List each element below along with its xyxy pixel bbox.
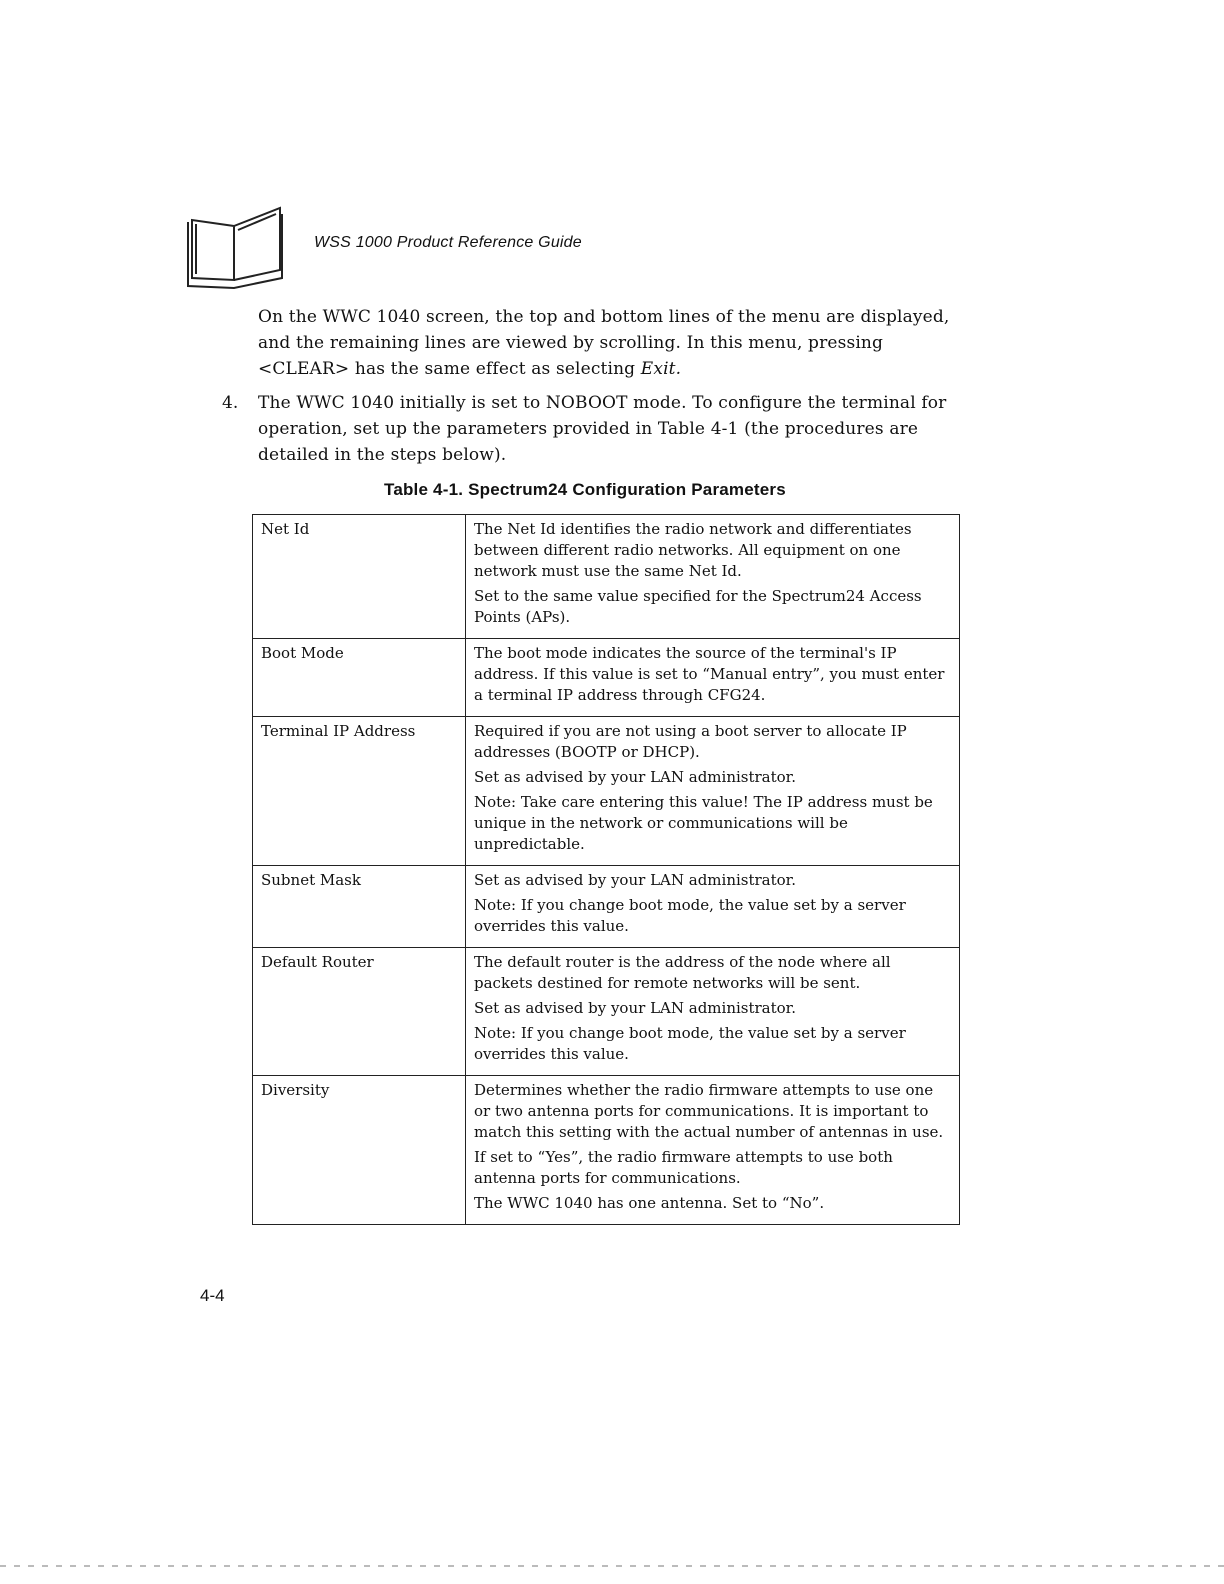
description-paragraph: The WWC 1040 has one antenna. Set to “No”. xyxy=(474,1194,825,1212)
description-paragraph: Note: If you change boot mode, the value set by a server overrides this value. xyxy=(474,1024,906,1063)
parameter-name: Boot Mode xyxy=(253,639,466,717)
description-paragraph: If set to “Yes”, the radio firmware attempts to use both antenna ports for communications. xyxy=(474,1148,893,1187)
parameter-name: Default Router xyxy=(253,948,466,1076)
step-text: The WWC 1040 initially is set to NOBOOT mode. To configure the terminal for operation, set up the parameters provided in Table 4-1 (the procedures are detailed in the steps below). xyxy=(258,393,947,465)
table-row xyxy=(253,639,960,717)
description-paragraph: Required if you are not using a boot server to allocate IP addresses (BOOTP or DHCP). xyxy=(474,722,907,761)
parameter-name: Net Id xyxy=(253,515,466,639)
parameter-description xyxy=(466,717,960,866)
page-number: 4-4 xyxy=(200,1286,225,1305)
table-caption: Table 4-1. Spectrum24 Configuration Parameters xyxy=(384,480,786,499)
table-row xyxy=(253,866,960,948)
scan-artifact-line xyxy=(0,1565,1224,1567)
open-book-icon xyxy=(186,200,286,292)
description-paragraph: The default router is the address of the node where all packets destined for remote networks will be sent. xyxy=(474,953,891,992)
step-number: 4. xyxy=(222,393,239,413)
parameter-description xyxy=(466,866,960,948)
intro-emphasis: Exit. xyxy=(640,359,682,379)
intro-paragraph xyxy=(258,304,978,382)
parameter-description xyxy=(466,948,960,1076)
description-paragraph: Set to the same value specified for the Spectrum24 Access Points (APs). xyxy=(474,587,922,626)
description-paragraph: Note: Take care entering this value! The IP address must be unique in the network or communications will be unpredictable. xyxy=(474,793,933,853)
config-parameters-table xyxy=(252,514,960,1225)
parameter-description xyxy=(466,515,960,639)
table-row xyxy=(253,948,960,1076)
description-paragraph: The Net Id identifies the radio network and differentiates between different radio networks. All equipment on one network must use the same Net Id. xyxy=(474,520,912,580)
parameter-name: Subnet Mask xyxy=(253,866,466,948)
running-header-title: WSS 1000 Product Reference Guide xyxy=(314,234,582,251)
description-paragraph: Set as advised by your LAN administrator. xyxy=(474,871,796,889)
table-row xyxy=(253,1076,960,1225)
intro-text: On the WWC 1040 screen, the top and bottom lines of the menu are displayed, and the remaining lines are viewed by scrolling. In this menu, pressing <CLEAR> has the same effect as selecting xyxy=(258,307,950,379)
parameter-description xyxy=(466,1076,960,1225)
description-paragraph: Note: If you change boot mode, the value set by a server overrides this value. xyxy=(474,896,906,935)
parameter-name: Diversity xyxy=(253,1076,466,1225)
parameter-name: Terminal IP Address xyxy=(253,717,466,866)
description-paragraph: Set as advised by your LAN administrator. xyxy=(474,768,796,786)
description-paragraph: Set as advised by your LAN administrator. xyxy=(474,999,796,1017)
description-paragraph: Determines whether the radio firmware attempts to use one or two antenna ports for communications. It is important to match this setting with the actual number of antennas in use. xyxy=(474,1081,944,1141)
parameter-description xyxy=(466,639,960,717)
table-row xyxy=(253,515,960,639)
table-row xyxy=(253,717,960,866)
description-paragraph: The boot mode indicates the source of the terminal's IP address. If this value is set to “Manual entry”, you must enter a terminal IP address through CFG24. xyxy=(474,644,945,704)
